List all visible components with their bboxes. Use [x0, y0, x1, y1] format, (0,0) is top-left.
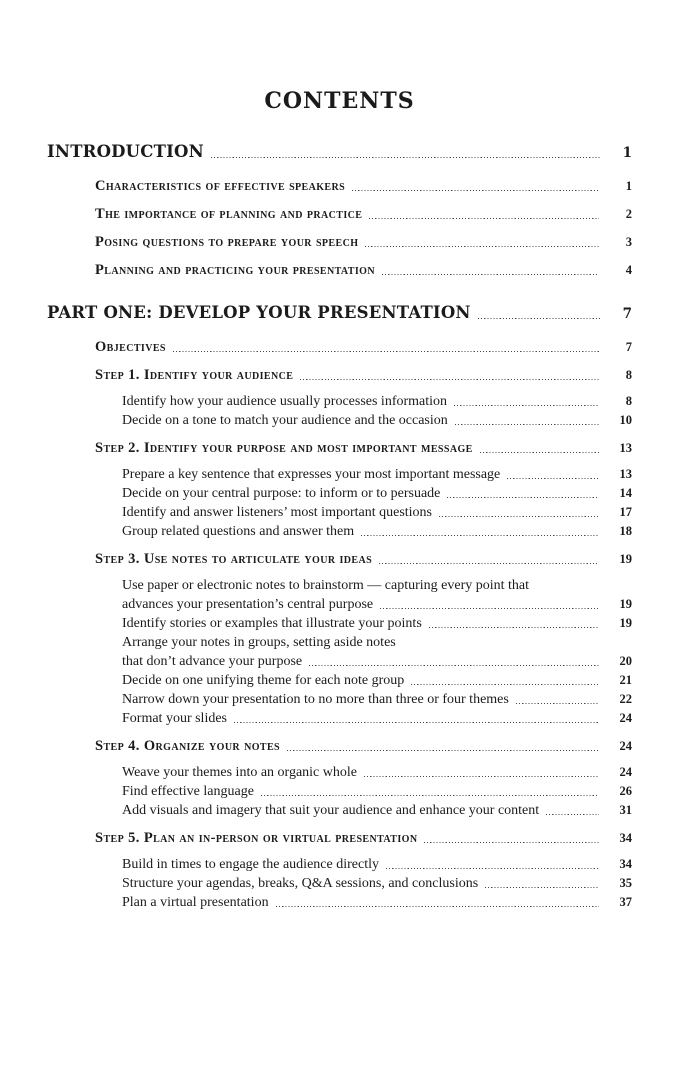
- toc-page-number: 21: [619, 673, 632, 687]
- dotted-leader: [386, 868, 599, 869]
- toc-page-number: 37: [619, 895, 632, 909]
- dotted-leader: [546, 814, 599, 815]
- toc-entry-label: Narrow down your presentation to no more than three or four themes: [122, 692, 509, 707]
- page-title: CONTENTS: [264, 88, 415, 114]
- toc-page-number: 1: [622, 145, 632, 161]
- toc-entry: [47, 522, 632, 541]
- toc-entry-label: Prepare a key sentence that expresses your most important message: [122, 467, 501, 482]
- toc-page-number: 7: [625, 340, 632, 354]
- dotted-leader: [411, 684, 599, 685]
- toc-entry: [47, 484, 632, 503]
- dotted-leader: [429, 627, 599, 628]
- toc-entry: [47, 801, 632, 820]
- toc-entry-label: Step 3. Use notes to articulate your ideas: [95, 551, 373, 567]
- toc-entry: [47, 671, 632, 690]
- dotted-leader: [352, 190, 599, 191]
- toc-page-number: 31: [619, 803, 632, 817]
- toc-entry-label: Identify and answer listeners’ most important questions: [122, 505, 433, 520]
- toc-entry-label: Format your slides: [122, 711, 227, 726]
- toc-entry-label: Decide on one unifying theme for each note group: [122, 673, 405, 688]
- toc-entry-label: Structure your agendas, breaks, Q&A sessions, and conclusions: [122, 876, 479, 891]
- toc-entry-label: Planning and practicing your presentation: [95, 262, 375, 278]
- toc-entry-label: Step 5. Plan an in-person or virtual presentation: [95, 830, 418, 846]
- toc-entry-label: Objectives: [95, 339, 166, 355]
- toc-page-number: 3: [625, 235, 632, 249]
- toc-entry: [47, 690, 632, 709]
- toc-page-number: 24: [619, 765, 632, 779]
- toc-entry: [47, 893, 632, 912]
- toc-entry: [47, 763, 632, 782]
- dotted-leader: [309, 665, 599, 666]
- toc-page-number: 13: [619, 467, 632, 481]
- dotted-leader: [361, 535, 599, 536]
- dotted-leader: [516, 703, 599, 704]
- toc-entry: [47, 855, 632, 874]
- toc-page-number: 19: [619, 597, 632, 611]
- toc-entry-wrap-line: [47, 633, 632, 652]
- toc-entry: [47, 366, 632, 385]
- toc-page-number: 22: [619, 692, 632, 706]
- toc-entry-label: Identify stories or examples that illustrate your points: [122, 616, 422, 631]
- dotted-leader: [439, 516, 599, 517]
- dotted-leader: [261, 795, 599, 796]
- toc-entry-wrap-line: [47, 576, 632, 595]
- toc-entry: [47, 737, 632, 756]
- toc-entry-label: advances your presentation’s central purpose: [122, 597, 374, 612]
- toc-entry: [47, 874, 632, 893]
- toc-entry-label: Arrange your notes in groups, setting aside notes: [122, 635, 396, 650]
- toc-entry-label: that don’t advance your purpose: [122, 654, 303, 669]
- toc-entry: [47, 614, 632, 633]
- toc-entry: [47, 141, 632, 164]
- toc-page-number: 4: [625, 263, 632, 277]
- toc-entry: [47, 829, 632, 848]
- toc-entry: [47, 595, 632, 614]
- toc-page-number: 24: [619, 711, 632, 725]
- toc-entry: [47, 652, 632, 671]
- toc-page-number: 24: [619, 739, 632, 753]
- toc-entry: [47, 177, 632, 196]
- dotted-leader: [276, 906, 599, 907]
- toc-entry: [47, 411, 632, 430]
- toc-page-number: 17: [619, 505, 632, 519]
- toc-page-number: 20: [619, 654, 632, 668]
- toc-entry-label: Step 1. Identify your audience: [95, 367, 294, 383]
- toc-page-number: 8: [625, 368, 632, 382]
- toc-page-number: 18: [619, 524, 632, 538]
- dotted-leader: [480, 452, 599, 453]
- toc-entry: [47, 503, 632, 522]
- table-of-contents: [47, 141, 632, 912]
- dotted-leader: [379, 563, 599, 564]
- dotted-leader: [287, 750, 599, 751]
- toc-entry-label: Step 4. Organize your notes: [95, 738, 280, 754]
- dotted-leader: [234, 722, 599, 723]
- toc-entry: [47, 439, 632, 458]
- toc-entry: [47, 338, 632, 357]
- toc-page-number: 7: [622, 306, 632, 322]
- toc-entry: [47, 261, 632, 280]
- toc-page-number: 34: [619, 857, 632, 871]
- toc-entry: [47, 550, 632, 569]
- toc-entry-label: The importance of planning and practice: [95, 206, 363, 222]
- toc-entry-label: Group related questions and answer them: [122, 524, 355, 539]
- toc-entry-label: Plan a virtual presentation: [122, 895, 269, 910]
- dotted-leader: [364, 776, 599, 777]
- toc-page-number: 19: [619, 552, 632, 566]
- toc-entry-label: Characteristics of effective speakers: [95, 178, 346, 194]
- toc-entry-label: Step 2. Identify your purpose and most important message: [95, 440, 473, 456]
- toc-page-number: 26: [619, 784, 632, 798]
- toc-entry: [47, 392, 632, 411]
- toc-entry-label: Add visuals and imagery that suit your audience and enhance your content: [122, 803, 540, 818]
- dotted-leader: [380, 608, 599, 609]
- dotted-leader: [485, 887, 599, 888]
- dotted-leader: [424, 842, 599, 843]
- contents-page: [0, 88, 683, 912]
- toc-entry-label: Find effective language: [122, 784, 254, 799]
- dotted-leader: [211, 157, 601, 158]
- toc-page-number: 8: [625, 394, 632, 408]
- dotted-leader: [365, 246, 599, 247]
- toc-entry: [47, 709, 632, 728]
- toc-entry-label: Weave your themes into an organic whole: [122, 765, 357, 780]
- dotted-leader: [455, 424, 599, 425]
- toc-entry-label: Decide on a tone to match your audience and the occasion: [122, 413, 448, 428]
- dotted-leader: [447, 497, 599, 498]
- dotted-leader: [507, 478, 599, 479]
- toc-entry-label: Posing questions to prepare your speech: [95, 234, 359, 250]
- dotted-leader: [173, 351, 599, 352]
- toc-entry: [47, 465, 632, 484]
- dotted-leader: [382, 274, 599, 275]
- dotted-leader: [478, 318, 601, 319]
- toc-page-number: 1: [625, 179, 632, 193]
- dotted-leader: [454, 405, 599, 406]
- toc-entry-label: Decide on your central purpose: to inform or to persuade: [122, 486, 441, 501]
- toc-entry: [47, 205, 632, 224]
- toc-entry: [47, 302, 632, 325]
- toc-entry-label: INTRODUCTION: [47, 142, 204, 161]
- toc-entry-label: Use paper or electronic notes to brainstorm — capturing every point that: [122, 578, 530, 593]
- dotted-leader: [300, 379, 599, 380]
- toc-entry: [47, 233, 632, 252]
- toc-entry-label: PART ONE: DEVELOP YOUR PRESENTATION: [47, 303, 471, 322]
- toc-page-number: 10: [619, 413, 632, 427]
- toc-page-number: 34: [619, 831, 632, 845]
- dotted-leader: [369, 218, 599, 219]
- toc-entry-label: Identify how your audience usually processes information: [122, 394, 448, 409]
- toc-page-number: 2: [625, 207, 632, 221]
- toc-page-number: 19: [619, 616, 632, 630]
- toc-entry-label: Build in times to engage the audience directly: [122, 857, 379, 872]
- toc-entry: [47, 782, 632, 801]
- toc-page-number: 14: [619, 486, 632, 500]
- toc-page-number: 13: [619, 441, 632, 455]
- toc-page-number: 35: [619, 876, 632, 890]
